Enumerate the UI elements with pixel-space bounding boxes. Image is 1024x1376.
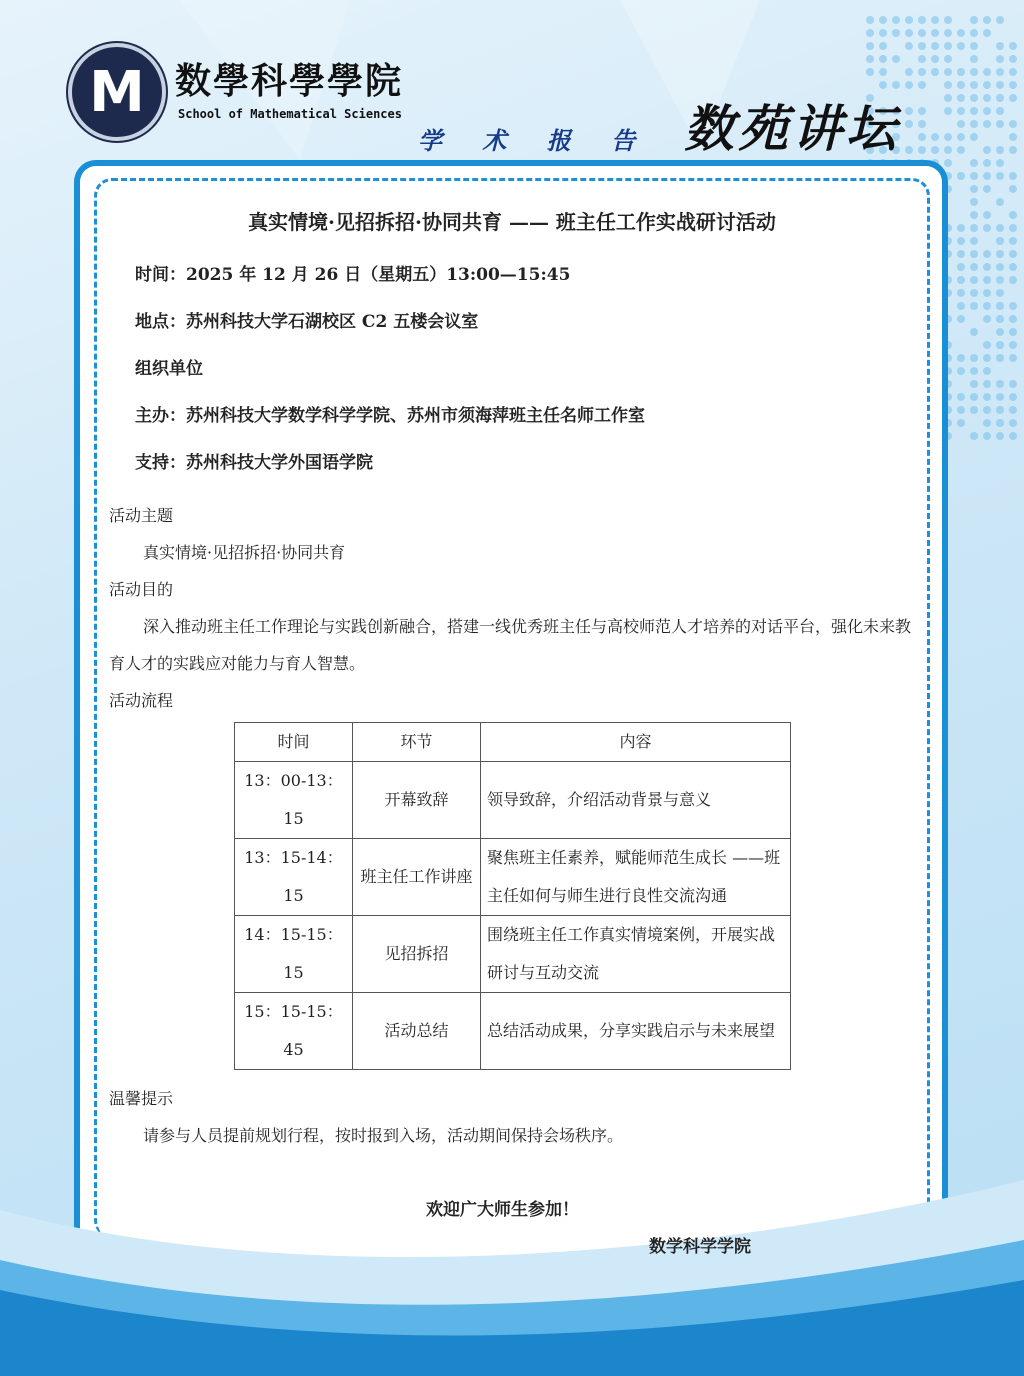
organizers-label: 组织单位	[135, 359, 203, 379]
tips-text: 请参与人员提前规划行程，按时报到入场，活动期间保持会场秩序。	[143, 1126, 624, 1145]
decor-dot	[957, 393, 965, 401]
table-row	[235, 916, 791, 993]
decor-dot	[983, 120, 991, 128]
decor-dot	[1009, 55, 1017, 63]
decor-dot	[957, 263, 965, 271]
decor-dot	[1009, 172, 1017, 180]
decor-dot	[944, 159, 952, 167]
decor-dot	[931, 133, 939, 141]
decor-dot	[918, 107, 926, 115]
decor-dot	[970, 380, 978, 388]
decor-dot	[996, 120, 1004, 128]
decor-dot	[970, 354, 978, 362]
decor-dot	[892, 55, 900, 63]
decor-dot	[879, 68, 887, 76]
decor-dot	[1009, 315, 1017, 323]
cell-time: 15：15-15：45	[235, 993, 353, 1070]
decor-dot	[983, 263, 991, 271]
decor-dot	[996, 354, 1004, 362]
decor-dot	[905, 120, 913, 128]
decor-dot	[970, 133, 978, 141]
decor-dot	[879, 29, 887, 37]
header-time: 时间	[235, 723, 353, 762]
decor-dot	[970, 55, 978, 63]
event-title: 真实情境·见招拆招·协同共育 —— 班主任工作实战研讨活动	[248, 210, 776, 234]
cell-segment: 班主任工作讲座	[353, 839, 481, 916]
decor-dot	[996, 341, 1004, 349]
decor-dot	[996, 380, 1004, 388]
decor-dot	[944, 81, 952, 89]
decor-dot	[983, 315, 991, 323]
decor-dot	[983, 341, 991, 349]
decor-dot	[1009, 302, 1017, 310]
decor-dot	[983, 107, 991, 115]
decor-dot	[957, 419, 965, 427]
decor-dot	[905, 68, 913, 76]
forum-name: 数苑讲坛	[684, 99, 900, 158]
decor-dot	[1009, 263, 1017, 271]
decor-dot	[1009, 328, 1017, 336]
decor-dot	[983, 94, 991, 102]
decor-dot	[944, 29, 952, 37]
decor-dot	[1009, 185, 1017, 193]
signature: 数学科学学院	[649, 1237, 751, 1257]
decor-dot	[1009, 68, 1017, 76]
cell-content: 领导致辞，介绍活动背景与意义	[481, 762, 791, 839]
decor-dot	[918, 81, 926, 89]
header-content: 内容	[481, 723, 791, 762]
decor-dot	[996, 289, 1004, 297]
content-body	[109, 252, 921, 1266]
decor-dot	[944, 68, 952, 76]
decor-dot	[996, 107, 1004, 115]
decor-dot	[983, 302, 991, 310]
decor-dot	[918, 29, 926, 37]
decor-dot	[918, 42, 926, 50]
table-row	[235, 993, 791, 1070]
decor-dot	[996, 276, 1004, 284]
decor-dot	[892, 29, 900, 37]
decor-dot	[970, 16, 978, 24]
decor-dot	[983, 289, 991, 297]
decor-dot	[983, 185, 991, 193]
decor-dot	[996, 159, 1004, 167]
decor-dot	[879, 81, 887, 89]
decor-dot	[905, 146, 913, 154]
table-header-row	[235, 723, 791, 762]
decor-dot	[996, 328, 1004, 336]
welcome-text: 欢迎广大师生参加！	[426, 1200, 579, 1220]
decor-dot	[1009, 146, 1017, 154]
decor-dot	[879, 55, 887, 63]
cell-segment: 活动总结	[353, 993, 481, 1070]
decor-dot	[983, 29, 991, 37]
decor-dot	[944, 94, 952, 102]
decor-dot	[957, 120, 965, 128]
decor-dot	[996, 172, 1004, 180]
decor-dot	[944, 42, 952, 50]
decor-dot	[996, 250, 1004, 258]
decor-dot	[983, 276, 991, 284]
decor-dot	[905, 42, 913, 50]
decor-dot	[983, 380, 991, 388]
decor-dot	[983, 16, 991, 24]
decor-dot	[931, 29, 939, 37]
decor-dot	[1009, 81, 1017, 89]
decor-dot	[866, 68, 874, 76]
decor-dot	[957, 276, 965, 284]
decor-dot	[996, 55, 1004, 63]
table-row	[235, 762, 791, 839]
decor-dot	[931, 68, 939, 76]
logo-letter: M	[89, 60, 145, 125]
decor-dot	[983, 419, 991, 427]
decor-dot	[892, 81, 900, 89]
decor-dot	[957, 133, 965, 141]
decor-dot	[1009, 276, 1017, 284]
purpose-text: 深入推动班主任工作理论与实践创新融合，搭建一线优秀班主任与高校师范人才培养的对话平台，强化未来教育人才的实践应对能力与育人智慧。	[109, 617, 912, 673]
decor-dot	[918, 55, 926, 63]
decor-dot	[1009, 419, 1017, 427]
decor-dot	[957, 315, 965, 323]
decor-dot	[905, 107, 913, 115]
decor-dot	[931, 55, 939, 63]
decor-dot	[931, 146, 939, 154]
decor-dot	[996, 432, 1004, 440]
tips-label: 温馨提示	[109, 1089, 174, 1108]
decor-dot	[905, 16, 913, 24]
decor-dot	[970, 250, 978, 258]
cell-time: 14：15-15：15	[235, 916, 353, 993]
decor-dot	[957, 237, 965, 245]
decor-dot	[918, 133, 926, 141]
decor-dot	[970, 406, 978, 414]
decor-dot	[1009, 406, 1017, 414]
decor-dot	[1009, 354, 1017, 362]
decor-dot	[1009, 94, 1017, 102]
decor-dot	[970, 42, 978, 50]
decor-dot	[879, 42, 887, 50]
decor-dot	[970, 159, 978, 167]
decor-dot	[957, 289, 965, 297]
decor-dot	[996, 81, 1004, 89]
decor-dot	[892, 16, 900, 24]
decor-dot	[970, 263, 978, 271]
decor-dot	[983, 159, 991, 167]
decor-dot	[970, 94, 978, 102]
decor-dot	[970, 367, 978, 375]
decor-dot	[983, 250, 991, 258]
decor-dot	[996, 68, 1004, 76]
cell-segment: 开幕致辞	[353, 762, 481, 839]
decor-dot	[996, 263, 1004, 271]
decor-dot	[918, 16, 926, 24]
decor-dot	[866, 29, 874, 37]
cell-time: 13：15-14：15	[235, 839, 353, 916]
decor-dot	[996, 94, 1004, 102]
decor-dot	[944, 107, 952, 115]
table-row	[235, 839, 791, 916]
decor-dot	[970, 237, 978, 245]
decor-dot	[970, 81, 978, 89]
decor-dot	[983, 393, 991, 401]
decor-dot	[1009, 341, 1017, 349]
decor-dot	[1009, 380, 1017, 388]
decor-dot	[970, 393, 978, 401]
event-place: 地点：苏州科技大学石湖校区 C2 五楼会议室	[135, 312, 479, 332]
school-name-en: School of Mathematical Sciences	[178, 107, 402, 121]
decor-dot	[931, 42, 939, 50]
decor-dot	[944, 55, 952, 63]
decor-dot	[970, 120, 978, 128]
decor-dot	[970, 302, 978, 310]
decor-dot	[970, 328, 978, 336]
decor-dot	[996, 237, 1004, 245]
decor-dot	[905, 29, 913, 37]
process-label: 活动流程	[109, 691, 174, 710]
cell-segment: 见招拆招	[353, 916, 481, 993]
decor-dot	[970, 289, 978, 297]
header-segment: 环节	[353, 723, 481, 762]
decor-dot	[970, 107, 978, 115]
school-name-cn: 数學科學學院	[175, 60, 404, 102]
decor-dot	[983, 367, 991, 375]
decor-dot	[866, 16, 874, 24]
decor-dot	[996, 146, 1004, 154]
decor-dot	[970, 198, 978, 206]
decor-dot	[970, 68, 978, 76]
decor-dot	[996, 406, 1004, 414]
decor-dot	[918, 120, 926, 128]
cell-content: 围绕班主任工作真实情境案例，开展实战研讨与互动交流	[481, 916, 791, 993]
decor-dot	[1009, 393, 1017, 401]
decor-dot	[1009, 133, 1017, 141]
decor-dot	[931, 16, 939, 24]
decor-dot	[957, 81, 965, 89]
purpose-label: 活动目的	[109, 580, 174, 599]
decor-dot	[957, 146, 965, 154]
cell-time: 13：00-13：15	[235, 762, 353, 839]
decor-dot	[944, 133, 952, 141]
decor-dot	[918, 68, 926, 76]
decor-dot	[1009, 237, 1017, 245]
decor-dot	[866, 55, 874, 63]
theme-text: 真实情境·见招拆招·协同共育	[143, 543, 346, 562]
decor-dot	[1009, 42, 1017, 50]
decor-dot	[970, 432, 978, 440]
decor-dot	[970, 276, 978, 284]
decor-dot	[970, 29, 978, 37]
decor-dot	[996, 393, 1004, 401]
decor-dot	[957, 107, 965, 115]
report-label: 学 术 报 告	[418, 126, 652, 155]
decor-dot	[905, 81, 913, 89]
decor-dot	[996, 198, 1004, 206]
cell-content: 聚焦班主任素养，赋能师范生成长 ——班主任如何与师生进行良性交流沟通	[481, 839, 791, 916]
cell-content: 总结活动成果，分享实践启示与未来展望	[481, 993, 791, 1070]
decor-dot	[957, 172, 965, 180]
decor-dot	[983, 432, 991, 440]
decor-dot	[996, 16, 1004, 24]
decor-dot	[970, 185, 978, 193]
decor-dot	[957, 367, 965, 375]
decor-dot	[944, 16, 952, 24]
decor-dot	[879, 16, 887, 24]
school-logo	[68, 43, 166, 141]
event-host: 主办：苏州科技大学数学科学学院、苏州市须海萍班主任名师工作室	[135, 406, 645, 426]
theme-label: 活动主题	[109, 506, 174, 525]
event-time: 时间：2025 年 12 月 26 日（星期五）13:00—15:45	[135, 265, 571, 285]
decor-dot	[957, 406, 965, 414]
decor-dot	[957, 29, 965, 37]
decor-dot	[983, 172, 991, 180]
decor-dot	[944, 146, 952, 154]
decor-dot	[957, 250, 965, 258]
decor-dot	[957, 94, 965, 102]
decor-dot	[983, 354, 991, 362]
decor-dot	[866, 42, 874, 50]
decor-dot	[957, 354, 965, 362]
decor-dot	[996, 42, 1004, 50]
event-support: 支持：苏州科技大学外国语学院	[135, 453, 373, 473]
schedule-table	[234, 722, 791, 1070]
decor-dot	[1009, 432, 1017, 440]
decor-dot	[983, 406, 991, 414]
decor-dot	[1009, 120, 1017, 128]
decor-dot	[918, 146, 926, 154]
decor-dot	[957, 68, 965, 76]
decor-dot	[983, 81, 991, 89]
decor-dot	[957, 302, 965, 310]
decor-dot	[996, 419, 1004, 427]
decor-dot	[996, 315, 1004, 323]
decor-dot	[983, 68, 991, 76]
decor-dot	[996, 302, 1004, 310]
decor-dot	[983, 146, 991, 154]
decor-dot	[970, 172, 978, 180]
decor-dot	[957, 42, 965, 50]
decor-dot	[1009, 250, 1017, 258]
